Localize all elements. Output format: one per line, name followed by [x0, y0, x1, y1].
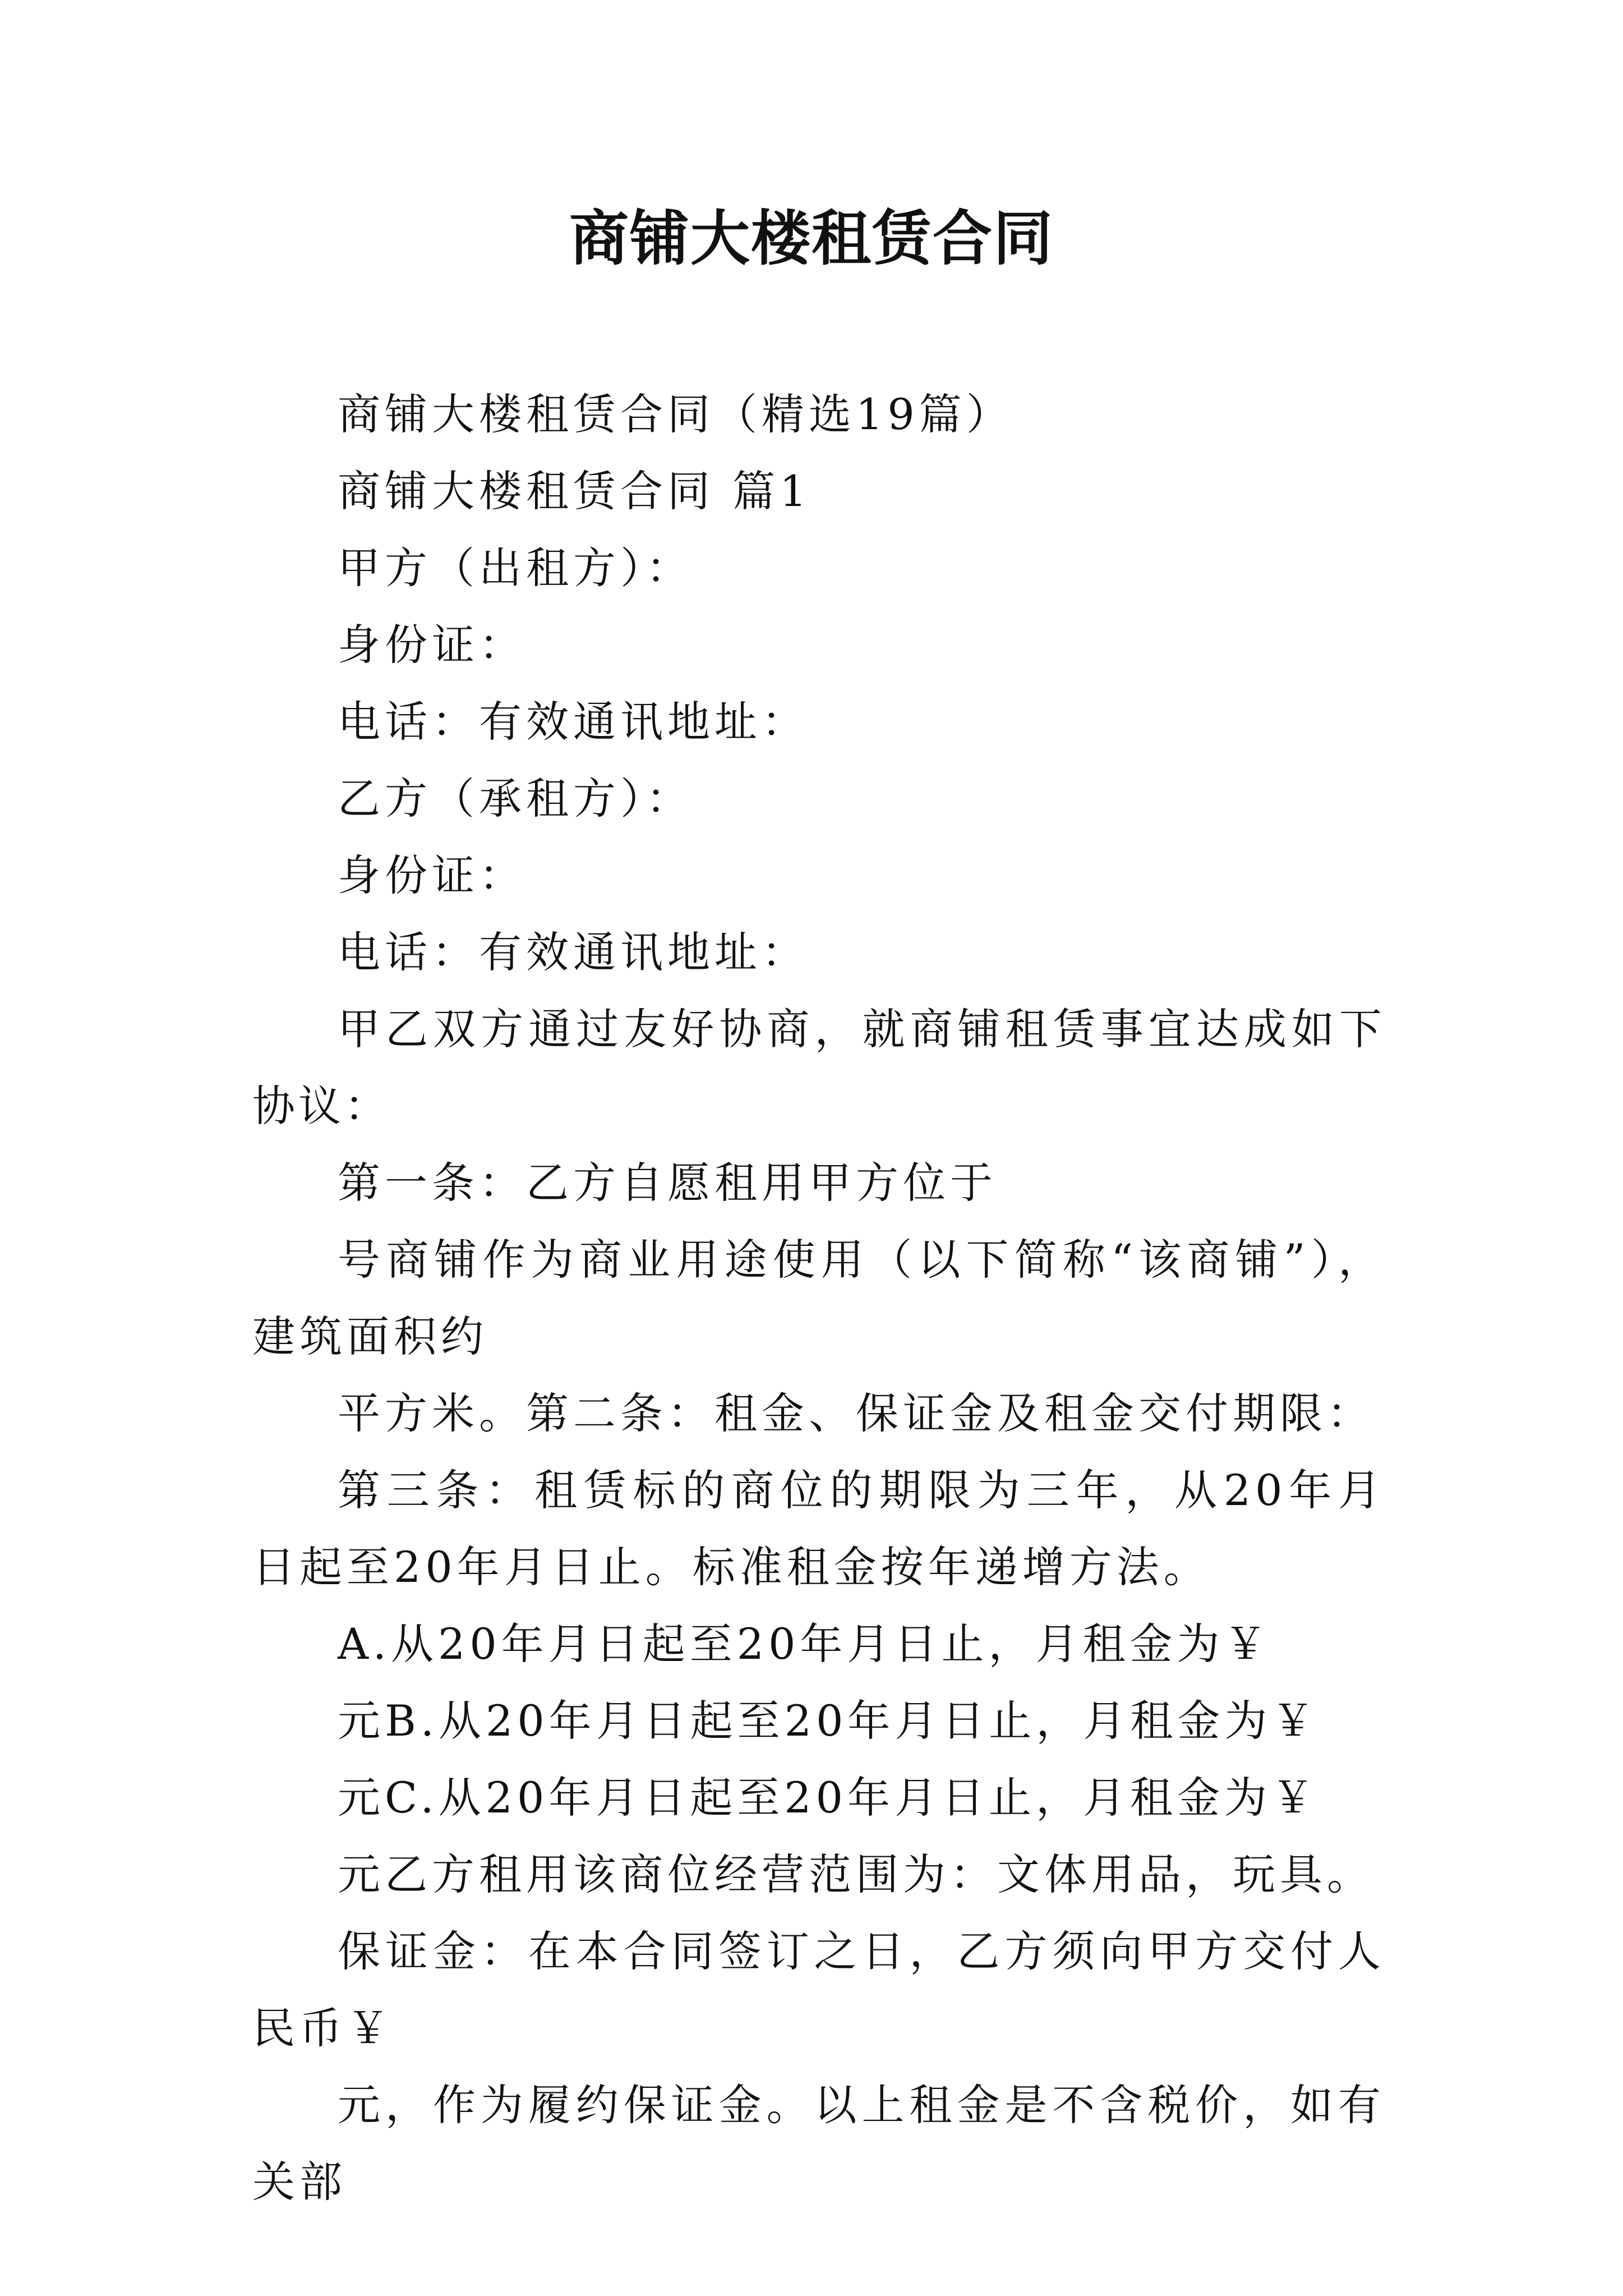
paragraph-rent-a: A.从20年月日起至20年月日止，月租金为￥ [338, 1619, 1271, 1669]
paragraph-section-heading: 商铺大楼租赁合同 篇1 [338, 466, 811, 516]
paragraph-party-a-id: 身份证： [338, 620, 526, 670]
paragraph-article-three: 第三条：租赁标的商位的期限为三年，从20年月日起至20年月日止。标准租金按年递增方法。 [252, 1465, 1385, 1592]
paragraph-deposit: 保证金：在本合同签订之日，乙方须向甲方交付人民币￥ [252, 1926, 1385, 2053]
paragraph-party-b: 乙方（承租方）： [338, 774, 693, 823]
paragraph-business-scope: 元乙方租用该商位经营范围为：文体用品，玩具。 [338, 1849, 1374, 1899]
paragraph-article-two: 平方米。第二条：租金、保证金及租金交付期限： [338, 1388, 1374, 1438]
paragraph-party-b-contact: 电话：有效通讯地址： [338, 927, 809, 977]
paragraph-rent-b: 元B.从20年月日起至20年月日止，月租金为￥ [338, 1696, 1319, 1746]
paragraph-rent-c: 元C.从20年月日起至20年月日止，月租金为￥ [338, 1773, 1319, 1823]
paragraph-shop-area: 号商铺作为商业用途使用（以下简称“该商铺”），建筑面积约 [252, 1235, 1385, 1361]
paragraph-party-a-contact: 电话：有效通讯地址： [338, 697, 809, 747]
paragraph-agreement-intro: 甲乙双方通过友好协商，就商铺租赁事宜达成如下协议： [252, 1004, 1385, 1131]
paragraph-deposit-note: 元，作为履约保证金。以上租金是不含税价，如有关部 [252, 2080, 1385, 2207]
paragraph-party-a: 甲方（出租方）： [338, 543, 693, 593]
paragraph-party-b-id: 身份证： [338, 850, 526, 900]
document-body [252, 376, 1385, 2220]
paragraph-article-one: 第一条：乙方自愿租用甲方位于 [338, 1158, 997, 1208]
document-title: 商铺大楼租赁合同 [569, 203, 1054, 273]
paragraph-subtitle: 商铺大楼租赁合同（精选19篇） [338, 389, 1013, 439]
